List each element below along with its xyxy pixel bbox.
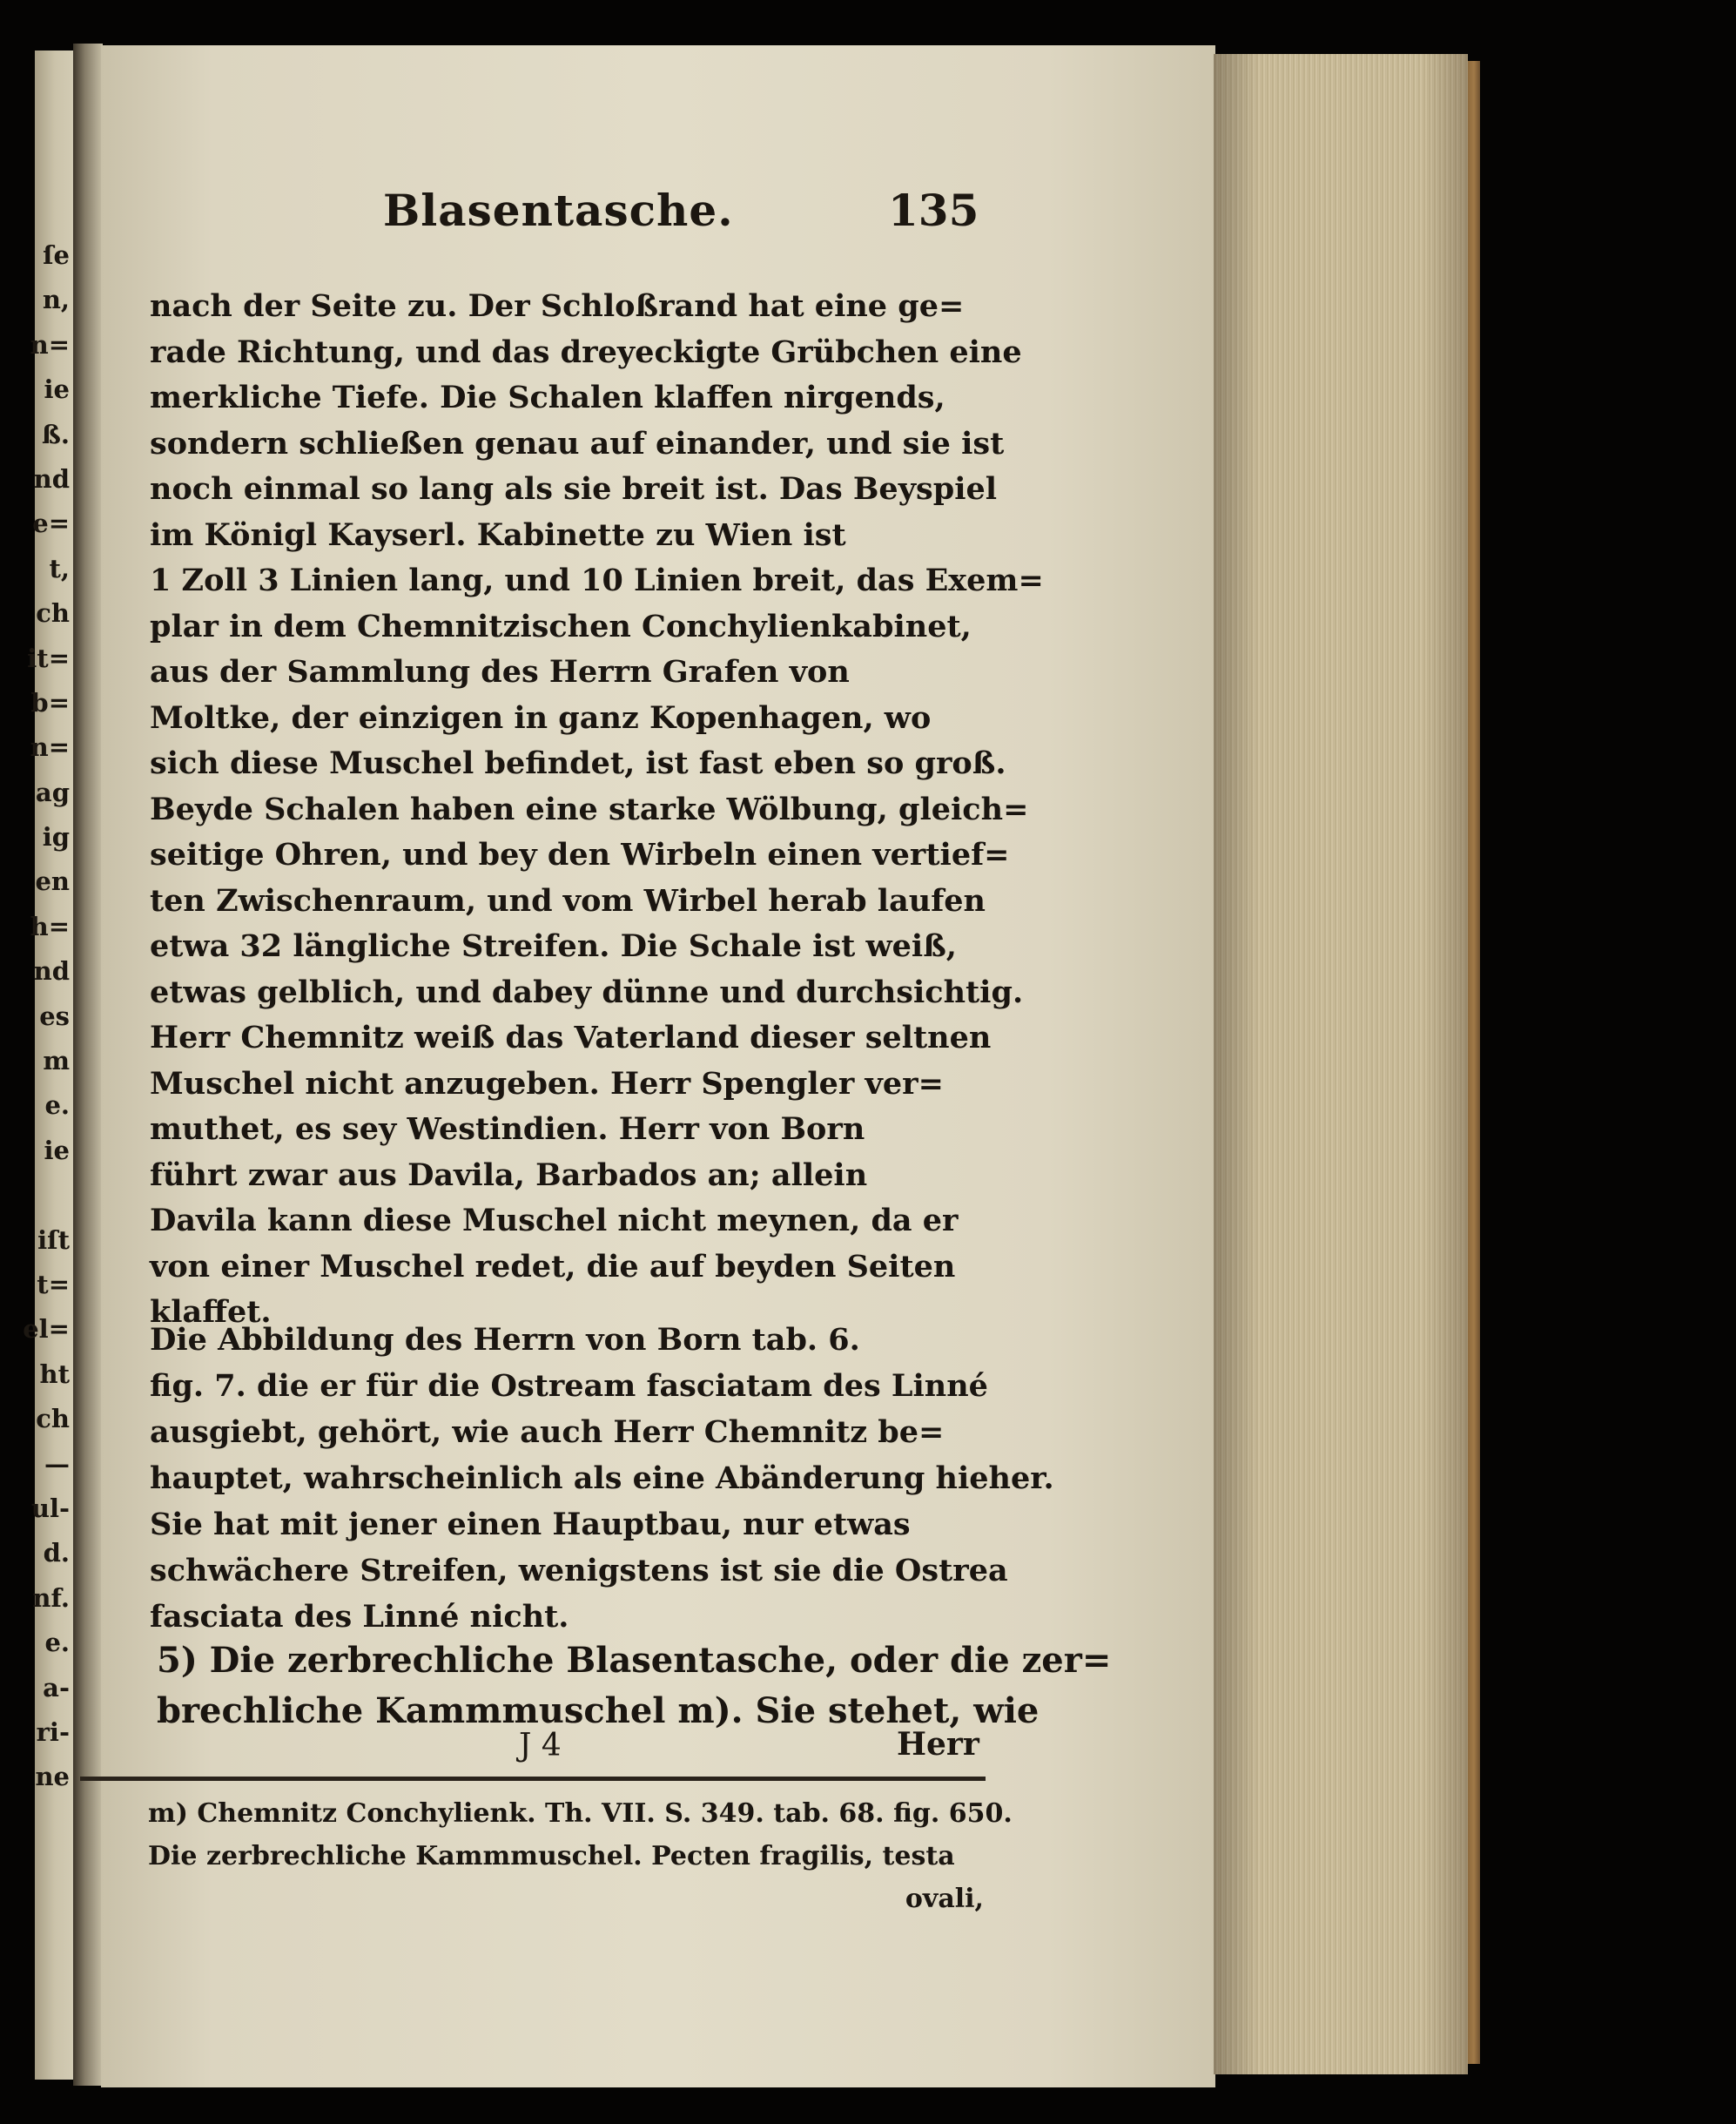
text-line: Beyde Schalen haben eine starke Wölbung, gleich= xyxy=(150,791,1029,827)
text-line: fig. 7. die er für die Ostream fasciatam des Linné xyxy=(150,1368,988,1404)
body-text-continued xyxy=(150,1317,1054,1640)
book-cover-edge xyxy=(1468,61,1480,2064)
text-line: 1 Zoll 3 Linien lang, und 10 Linien breit, das Exem= xyxy=(150,563,1044,598)
margin-fragment: es xyxy=(39,1001,70,1031)
text-line: merkliche Tiefe. Die Schalen klaffen nirgends, xyxy=(150,380,945,415)
margin-fragment: el= xyxy=(23,1314,70,1345)
margin-fragment: n= xyxy=(30,329,70,360)
margin-fragment: — xyxy=(44,1448,70,1479)
text-line: klaffet. xyxy=(150,1294,272,1330)
margin-fragment: ie xyxy=(44,374,70,405)
footnote xyxy=(148,1792,1013,1920)
margin-fragment: d. xyxy=(43,1538,70,1568)
margin-fragment: ch xyxy=(36,1404,70,1434)
margin-fragment: ag xyxy=(35,777,70,807)
text-line: im Königl Kayserl. Kabinette zu Wien ist xyxy=(150,516,846,553)
text-line: von einer Muschel redet, die auf beyden Seiten xyxy=(150,1248,956,1285)
text-line: seitige Ohren, und bey den Wirbeln einen vertief= xyxy=(150,837,1010,873)
margin-fragment: ie xyxy=(44,1135,70,1165)
margin-fragment: e. xyxy=(44,1090,70,1121)
margin-fragment: en xyxy=(35,866,70,897)
footnote-rule xyxy=(80,1777,986,1781)
text-line: plar in dem Chemnitzischen Conchylienkabinet, xyxy=(150,608,972,644)
margin-fragment: h= xyxy=(30,911,70,941)
text-line: etwas gelblich, und dabey dünne und durchsichtig. xyxy=(150,974,1024,1010)
margin-fragment: ig xyxy=(42,822,70,853)
page-edge-shading xyxy=(1214,54,1468,2074)
body-text xyxy=(150,284,1044,1336)
text-line: Die Abbildung des Herrn von Born tab. 6. xyxy=(150,1322,860,1358)
margin-fragment: t= xyxy=(37,1269,70,1299)
facing-page-margin-text xyxy=(12,233,73,1800)
margin-fragment: e. xyxy=(44,1628,70,1658)
text-line: fasciata des Linné nicht. xyxy=(150,1599,569,1635)
margin-fragment: iſt xyxy=(37,1224,70,1255)
text-line: etwa 32 längliche Streifen. Die Schale ist weiß, xyxy=(150,928,957,964)
text-line: ten Zwischenraum, und vom Wirbel herab laufen xyxy=(150,882,986,919)
margin-fragment: ul- xyxy=(30,1493,70,1523)
text-line: schwächere Streifen, wenigstens ist sie die Ostrea xyxy=(150,1553,1008,1588)
footnote-line: Die zerbrechliche Kammmuschel. Pecten fragilis, testa xyxy=(148,1841,955,1871)
footnote-line: m) Chemnitz Conchylienk. Th. VII. S. 349. tab. 68. fig. 650. xyxy=(148,1798,1013,1829)
signature-mark: J 4 xyxy=(519,1728,562,1763)
text-line: Sie hat mit jener einen Hauptbau, nur etwas xyxy=(150,1507,911,1542)
margin-fragment: e= xyxy=(32,509,70,539)
margin-fragment: t, xyxy=(49,553,70,583)
text-line: Moltke, der einzigen in ganz Kopenhagen, wo xyxy=(150,699,932,736)
margin-fragment: m xyxy=(43,1046,70,1076)
text-line: aus der Sammlung des Herrn Grafen von xyxy=(150,654,850,690)
page-number: 135 xyxy=(888,185,979,236)
margin-fragment: ß. xyxy=(41,419,70,449)
margin-fragment: a- xyxy=(43,1672,70,1703)
text-line: ausgiebt, gehört, wie auch Herr Chemnitz be= xyxy=(150,1414,945,1450)
margin-fragment: ne xyxy=(35,1762,70,1792)
running-head: Blasentasche. xyxy=(383,185,734,236)
section-heading xyxy=(157,1635,1112,1736)
text-line: nach der Seite zu. Der Schloßrand hat eine ge= xyxy=(150,288,965,324)
text-line: muthet, es sey Westindien. Herr von Born xyxy=(150,1111,865,1147)
text-line: führt zwar aus Davila, Barbados an; allein xyxy=(150,1156,868,1193)
text-line: sondern schließen genau auf einander, und sie ist xyxy=(150,425,1005,462)
heading-line: brechliche Kammmuschel m). Sie stehet, wie xyxy=(157,1690,1040,1731)
margin-fragment: ſe xyxy=(43,240,70,270)
margin-fragment: nd xyxy=(33,463,70,494)
margin-fragment: ch xyxy=(36,598,70,629)
text-line: Herr Chemnitz weiß das Vaterland dieser seltnen xyxy=(150,1020,992,1055)
margin-fragment: ht xyxy=(39,1359,70,1389)
text-line: sich diese Muschel befindet, ist fast eben so groß. xyxy=(150,745,1006,781)
footnote-line: ovali, xyxy=(905,1884,984,1914)
text-line: noch einmal so lang als sie breit ist. Das Beyspiel xyxy=(150,471,998,507)
margin-fragment: it= xyxy=(27,643,70,673)
margin-fragment xyxy=(12,1173,73,1217)
text-line: Muschel nicht anzugeben. Herr Spengler ver= xyxy=(150,1065,944,1102)
margin-fragment: n= xyxy=(30,732,70,763)
margin-fragment: ri- xyxy=(36,1716,70,1747)
catchword: Herr xyxy=(897,1726,979,1763)
text-line: Davila kann diese Muschel nicht meynen, da er xyxy=(150,1203,959,1238)
margin-fragment: b= xyxy=(30,687,70,718)
heading-line: 5) Die zerbrechliche Blasentasche, oder die zer= xyxy=(157,1640,1112,1681)
margin-fragment: n, xyxy=(42,285,70,315)
text-line: hauptet, wahrscheinlich als eine Abänderung hieher. xyxy=(150,1460,1054,1496)
margin-fragment: nf. xyxy=(32,1582,70,1613)
text-line: rade Richtung, und das dreyeckigte Grübchen eine xyxy=(150,334,1022,370)
margin-fragment: nd xyxy=(33,956,70,987)
